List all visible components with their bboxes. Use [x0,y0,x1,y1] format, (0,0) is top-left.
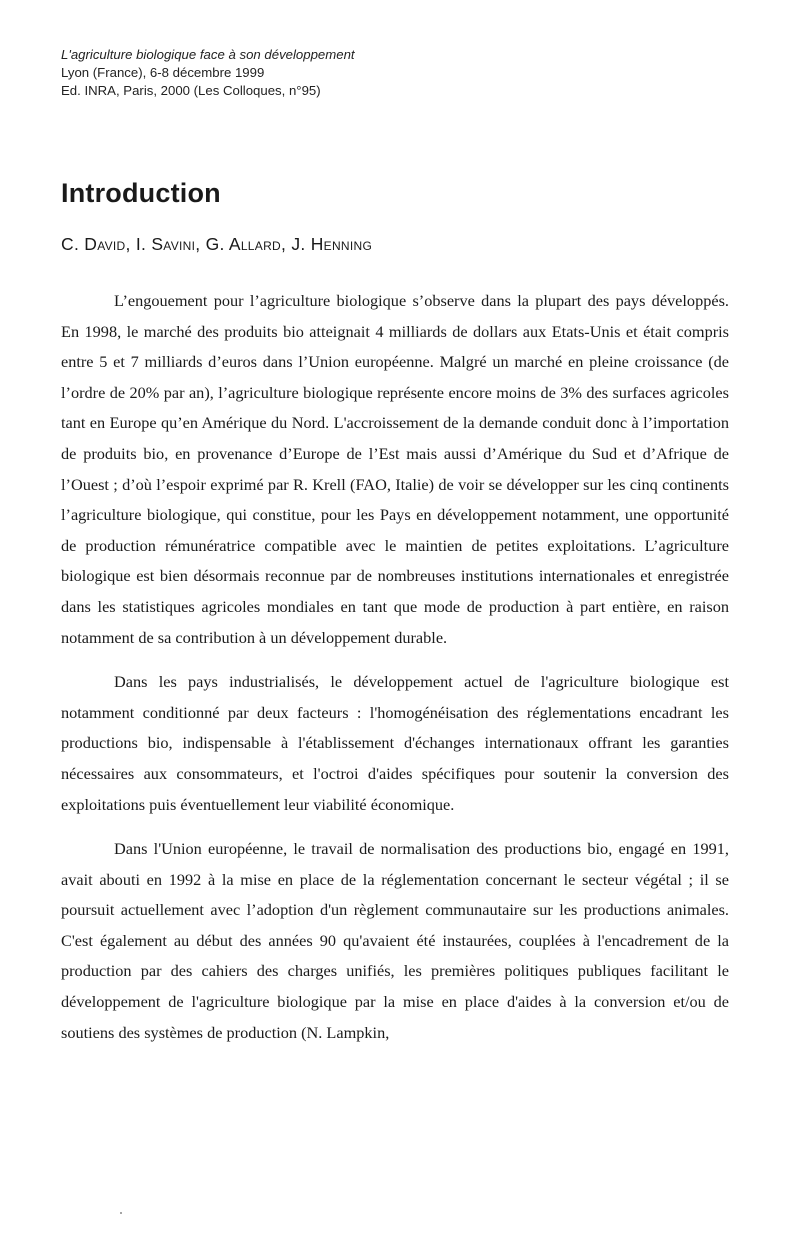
paragraph-1: L’engouement pour l’agriculture biologique s’observe dans la plupart des pays développés. En 1998, le marché des produits bio atteignait 4 milliards de dollars aux Etats-Unis et était compris entre 5 et 7 milliards d’euros dans l’Union européenne. Malgré un marché en pleine croissance (de l’ordre de 20% par an), l’agriculture biologique représente encore moins de 3% des surfaces agricoles tant en Europe qu’en Amérique du Nord. L'accroissement de la demande conduit donc à l’importation de produits bio, en provenance d’Europe de l’Est mais aussi d’Amérique du Sud et d’Afrique de l’Ouest ; d’où l’espoir exprimé par R. Krell (FAO, Italie) de voir se développer sur les cinq continents l’agriculture biologique, qui constitue, pour les Pays en développement notamment, une opportunité de production rémunératrice compatible avec le maintien de petites exploitations. L’agriculture biologique est bien désormais reconnue par de nombreuses institutions internationales et enregistrée dans les statistiques agricoles mondiales en tant que mode de production à part entière, en raison notamment de sa contribution à un développement durable. [61,291,729,647]
paragraph-2: Dans les pays industrialisés, le développement actuel de l'agriculture biologique est notamment conditionné par deux facteurs : l'homogénéisation des réglementations encadrant les productions bio, indispensable à l'établissement d'échanges internationaux offrant les garanties nécessaires aux consommateurs, et l'octroi d'aides spécifiques pour soutenir la conversion des exploitations puis éventuellement leur viabilité économique. [61,672,729,814]
page-mark [120,1212,122,1214]
header-publisher: Ed. INRA, Paris, 2000 (Les Colloques, n°95) [61,83,321,98]
page-title: Introduction [61,178,221,208]
header-venue-date: Lyon (France), 6-8 décembre 1999 [61,65,265,80]
header-proceedings-title: L'agriculture biologique face à son développement [61,47,355,62]
author-list: C. David, I. Savini, G. Allard, J. Henning [61,234,373,254]
publication-header [61,46,355,100]
body-text [61,286,729,1062]
paragraph-3: Dans l'Union européenne, le travail de normalisation des productions bio, engagé en 1991, avait abouti en 1992 à la mise en place de la réglementation concernant le secteur végétal ; il se poursuit actuellement avec l’adoption d'un règlement communautaire sur les productions animales. C'est également au début des années 90 qu'avaient été instaurées, couplées à l'encadrement de la production par des cahiers des charges unifiés, les premières politiques publiques facilitant le développement de l'agriculture biologique par la mise en place d'aides à la conversion et/ou de soutiens des systèmes de production (N. Lampkin, [61,839,729,1042]
